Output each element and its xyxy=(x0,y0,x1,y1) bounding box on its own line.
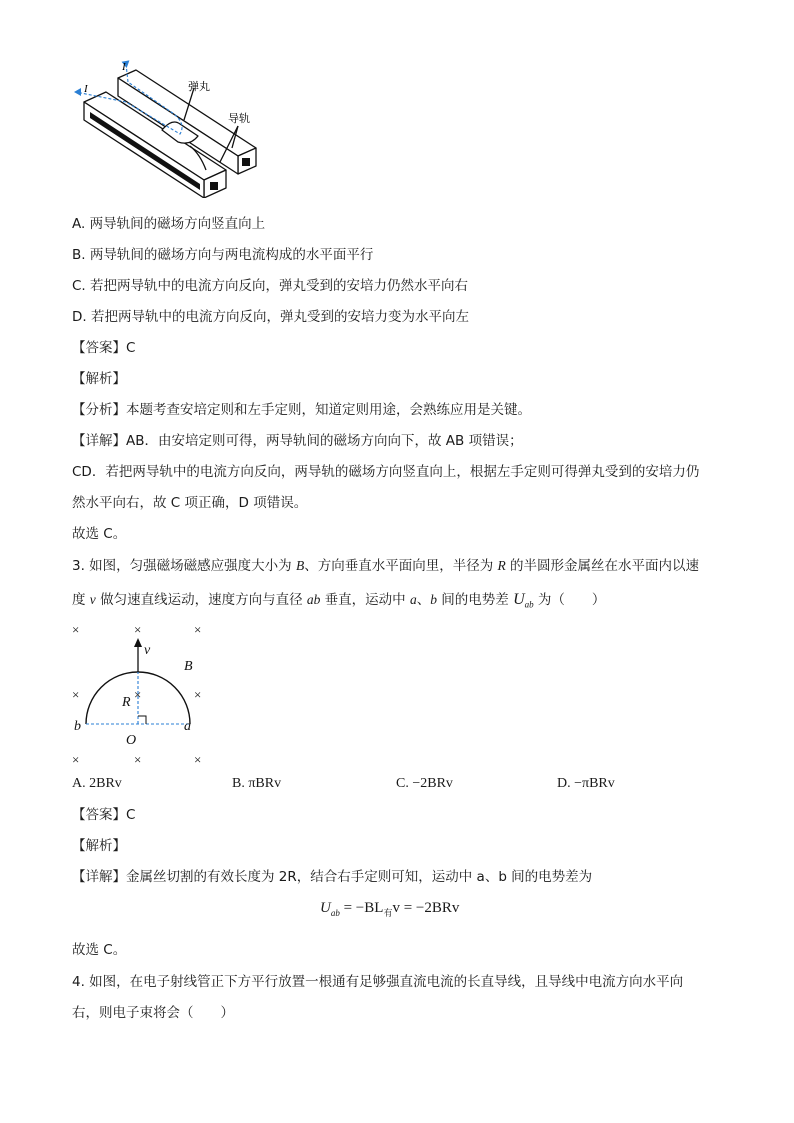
q3-analysis-title: 【解析】 xyxy=(72,838,126,854)
rail-gun-figure xyxy=(70,58,270,198)
point-b-label: b xyxy=(74,719,81,734)
q2-option-b: B. 两导轨间的磁场方向与两电流构成的水平面平行 xyxy=(72,247,374,263)
q2-conclusion: 故选 C。 xyxy=(72,526,127,542)
q3-option-b: B. πBRv xyxy=(232,776,282,791)
field-label: B xyxy=(184,659,193,674)
q4-stem-line-1: 4. 如图，在电子射线管正下方平行放置一根通有足够强直流电流的长直导线，且导线中电流方向水平向 xyxy=(72,974,684,990)
q2-analysis: 【分析】本题考查安培定则和左手定则，知道定则用途，会熟练应用是关键。 xyxy=(72,402,531,418)
q2-detail-1: 【详解】AB．由安培定则可得，两导轨间的磁场方向向下，故 AB 项错误； xyxy=(72,433,523,449)
q2-answer: 【答案】C xyxy=(72,340,136,356)
q2-detail-2: CD．若把两导轨中的电流方向反向，两导轨的磁场方向竖直向上，根据左手定则可得弹丸受到的安培力仍 xyxy=(72,464,700,480)
q3-detail: 【详解】金属丝切割的有效长度为 2R，结合右手定则可知，运动中 a、b 间的电势差为 xyxy=(72,869,593,885)
field-cross: × xyxy=(194,687,202,702)
semicircle-figure xyxy=(66,618,226,774)
q4-stem-line-2: 右，则电子束将会（ ） xyxy=(72,1005,234,1021)
field-cross: × xyxy=(194,752,202,767)
q2-option-a: A. 两导轨间的磁场方向竖直向上 xyxy=(72,216,266,232)
field-cross: × xyxy=(72,752,80,767)
field-cross: × xyxy=(134,622,142,637)
q3-option-a: A. 2BRv xyxy=(72,776,122,791)
q3-formula: $U_{ab} = -BL_有v = -2BRv$ xyxy=(320,900,460,919)
q3-stem-line-1: 3. 如图，匀强磁场磁感应强度大小为 B、方向垂直水平面向里，半径为 R 的半圆形金属丝在水平面内以速 xyxy=(72,558,700,574)
current-label-left: I xyxy=(84,83,88,95)
point-a-label: a xyxy=(184,719,191,734)
field-cross: × xyxy=(134,752,142,767)
current-label-top: I xyxy=(122,61,126,73)
q3-option-d: D. −πBRv xyxy=(557,776,615,791)
field-cross: × xyxy=(134,687,142,702)
q3-conclusion: 故选 C。 xyxy=(72,942,127,958)
field-cross: × xyxy=(72,622,80,637)
q3-stem-line-2: 度 v 做匀速直线运动，速度方向与直径 ab 垂直，运动中 a、b 间的电势差 $U_{ab}$ 为（ ） xyxy=(72,591,606,610)
q2-analysis-title: 【解析】 xyxy=(72,371,126,387)
q2-detail-3: 然水平向右，故 C 项正确，D 项错误。 xyxy=(72,495,308,511)
velocity-label: v xyxy=(144,643,151,658)
q3-answer: 【答案】C xyxy=(72,807,136,823)
q2-option-c: C. 若把两导轨中的电流方向反向，弹丸受到的安培力仍然水平向右 xyxy=(72,278,469,294)
field-cross: × xyxy=(72,687,80,702)
q3-option-c: C. −2BRv xyxy=(396,776,453,791)
radius-label: R xyxy=(122,695,131,710)
velocity-arrowhead xyxy=(134,638,142,647)
center-o-label: O xyxy=(126,733,137,748)
rail-label: 导轨 xyxy=(228,112,250,125)
field-cross: × xyxy=(194,622,202,637)
projectile-label: 弹丸 xyxy=(188,80,210,93)
q2-option-d: D. 若把两导轨中的电流方向反向，弹丸受到的安培力变为水平向左 xyxy=(72,309,469,325)
right-angle-mark xyxy=(138,716,146,724)
